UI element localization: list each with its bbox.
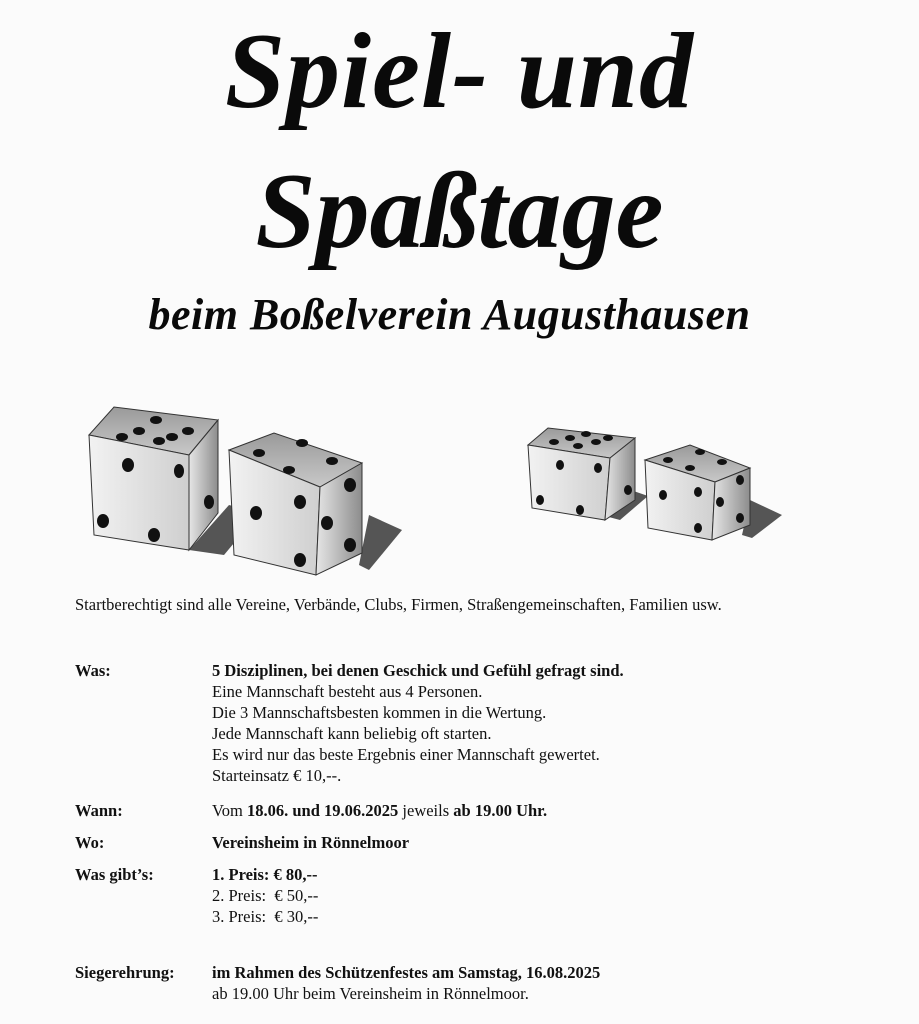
preise-list [212,864,318,927]
wann-dates: 18.06. und 19.06.2025 [247,801,399,820]
was-headline: 5 Disziplinen, bei denen Geschick und Gefühl gefragt sind. [212,661,624,680]
die-3-icon [528,428,635,520]
wann-mid: jeweils [398,801,454,820]
was-details [212,660,624,786]
was-label: Was: [75,661,111,680]
dice-pair-right-illustration [520,420,785,550]
was-line: Jede Mannschaft kann beliebig oft starten. [212,724,492,743]
wo-label: Wo: [75,833,105,852]
siegerehrung-label: Siegerehrung: [75,963,175,982]
siegerehrung-line-1: im Rahmen des Schützenfestes am Samstag, 16.08.2025 [212,963,601,982]
was-line: Starteinsatz € 10,--. [212,766,342,785]
wann-pre: Vom [212,801,247,820]
preise-label: Was gibt’s: [75,865,154,884]
prize-third: 3. Preis: € 30,-- [212,907,319,926]
was-line: Die 3 Mannschaftsbesten kommen in die Wertung. [212,703,547,722]
prize-first: 1. Preis: € 80,-- [212,865,318,884]
wo-value: Vereinsheim in Rönnelmoor [212,833,410,852]
title-line-2: Spaßtage [255,152,664,271]
wann-value [212,800,547,821]
was-line: Eine Mannschaft besteht aus 4 Personen. [212,682,483,701]
wann-label: Wann: [75,801,123,820]
wann-time: ab 19.00 Uhr. [453,801,548,820]
title-line-1: Spiel- und [224,12,695,131]
was-line: Es wird nur das beste Ergebnis einer Mannschaft gewertet. [212,745,600,764]
eligibility-text: Startberechtigt sind alle Vereine, Verbände, Clubs, Firmen, Straßengemeinschaften, Familien usw. [75,595,722,614]
subtitle: beim Boßelverein Augusthausen [148,290,751,339]
siegerehrung-line-2: ab 19.00 Uhr beim Vereinsheim in Rönnelmoor. [212,984,529,1003]
prize-second: 2. Preis: € 50,-- [212,886,319,905]
die-4-icon [645,445,750,540]
dice-pair-left-illustration [84,395,414,585]
die-2-icon [229,433,362,575]
die-1-icon [89,407,218,550]
siegerehrung-value [212,962,600,1004]
